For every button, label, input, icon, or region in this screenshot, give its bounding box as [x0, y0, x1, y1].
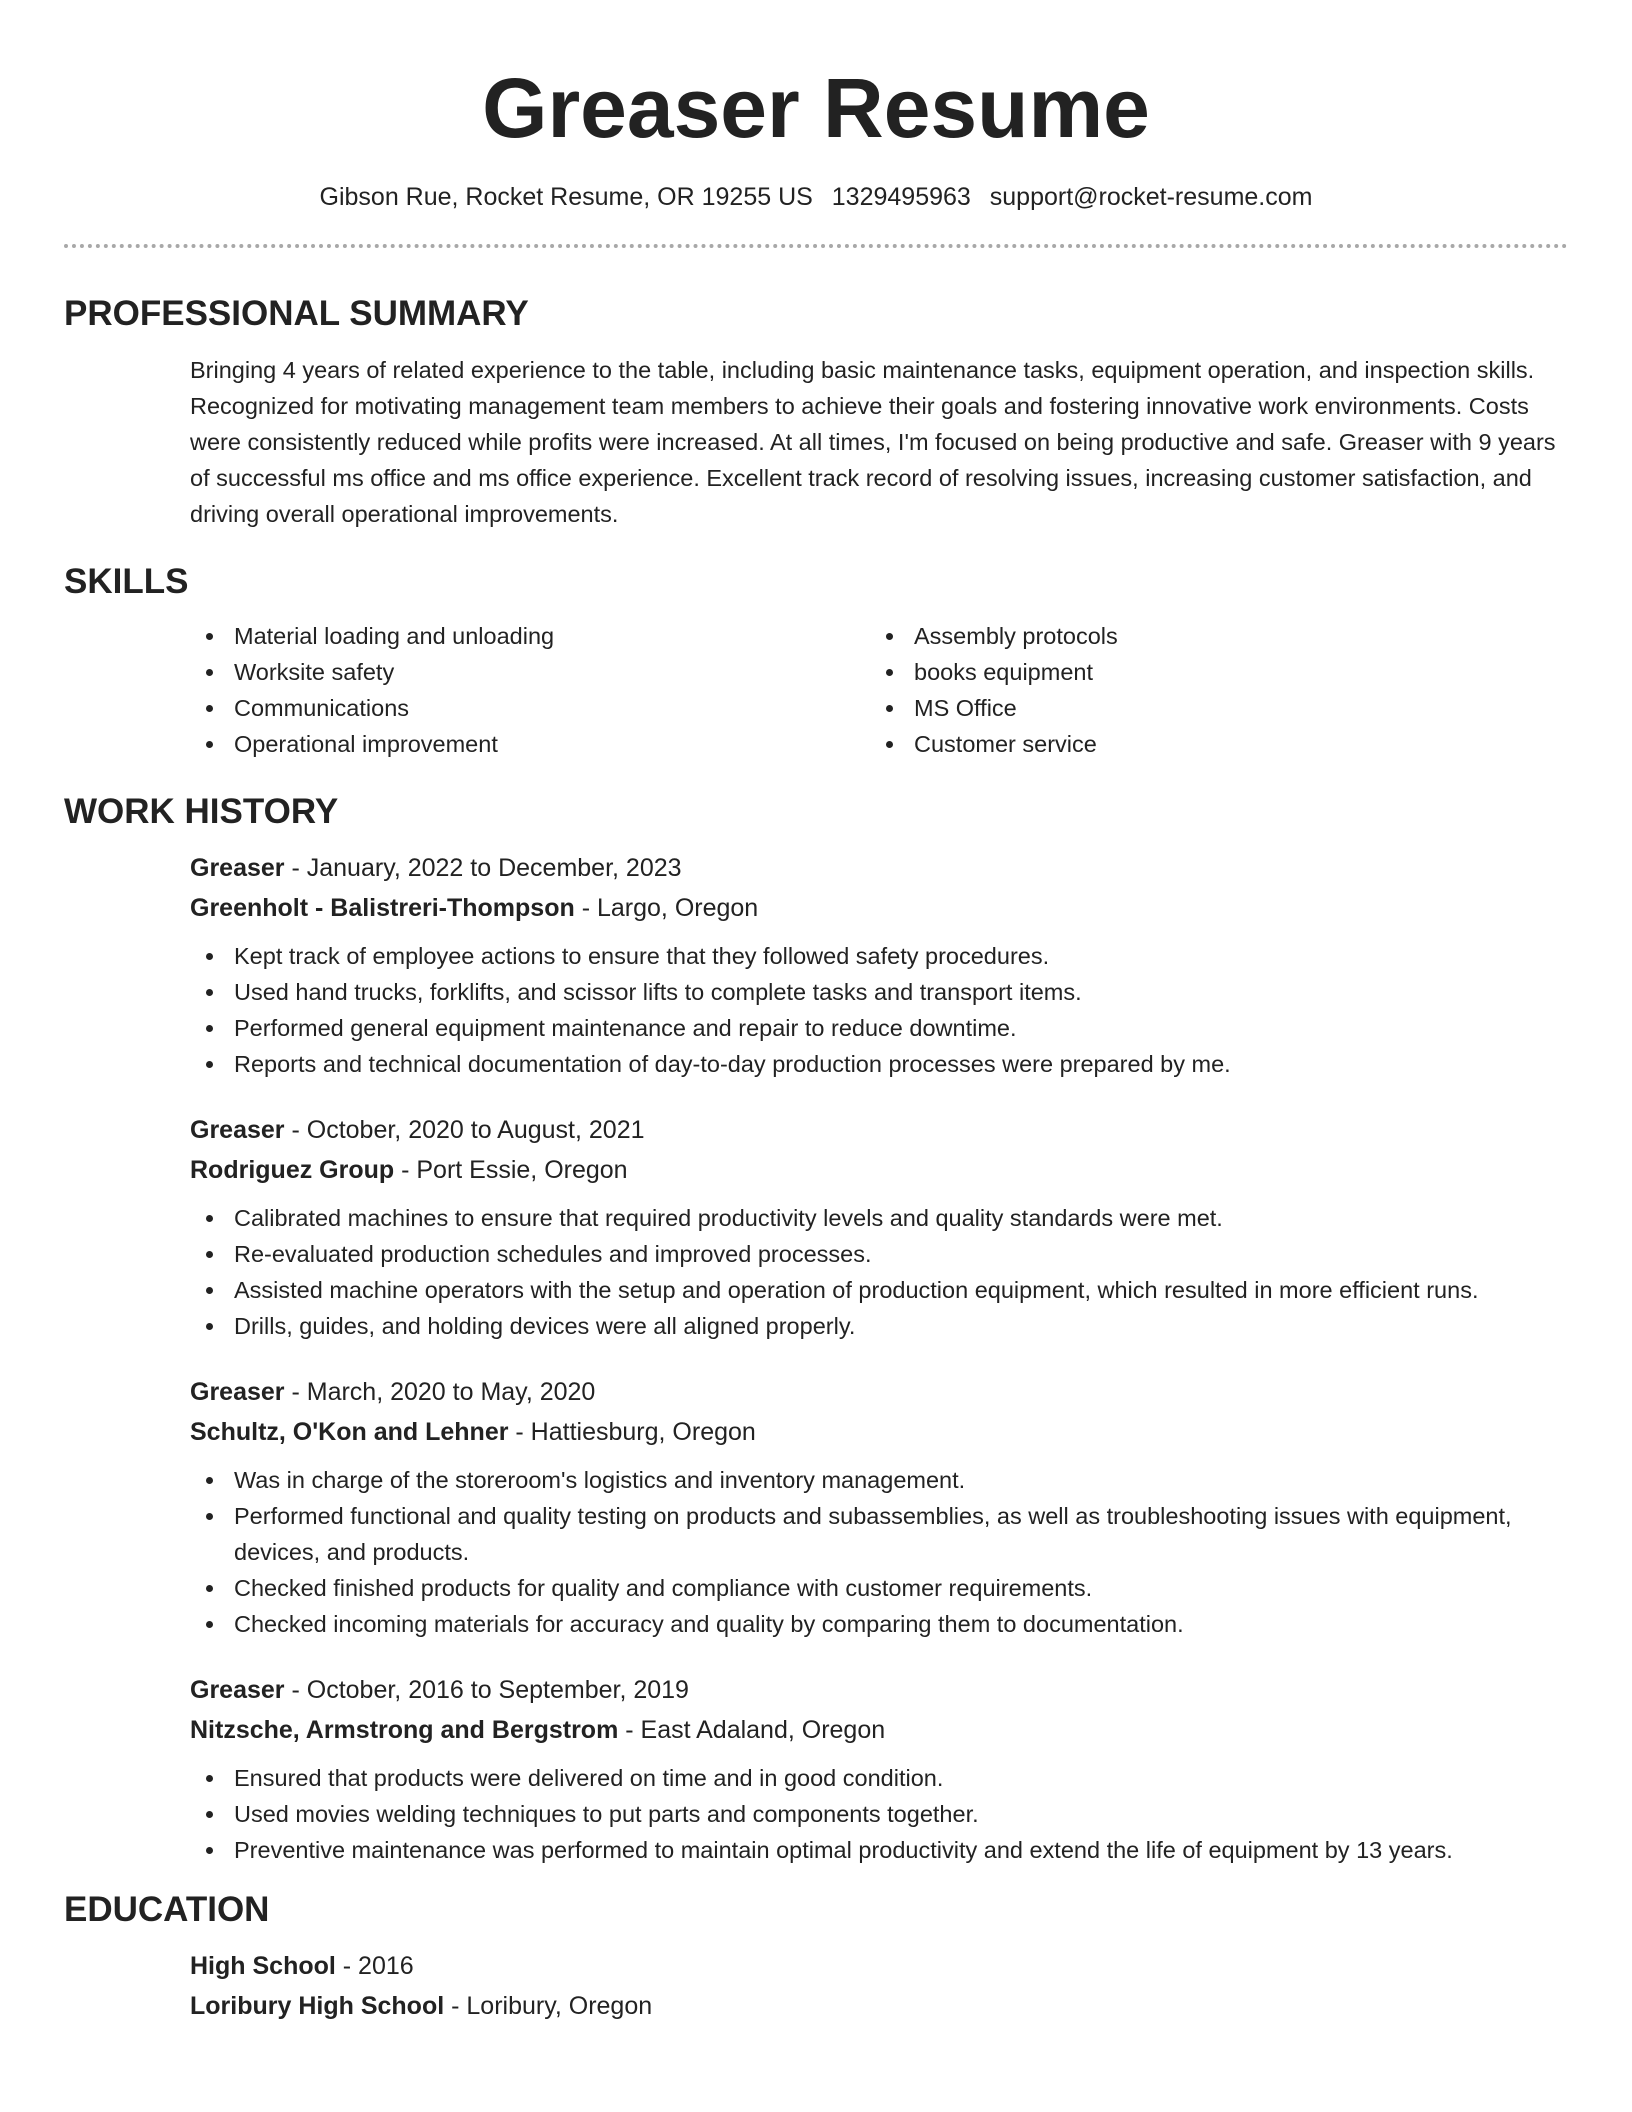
- skill-item: MS Office: [870, 690, 1550, 726]
- job-title-line: [190, 1372, 1568, 1412]
- skills-heading: SKILLS: [64, 562, 189, 601]
- job-bullet: Re-evaluated production schedules and improved processes.: [190, 1236, 1568, 1272]
- job-title: Greaser: [190, 1116, 285, 1144]
- job-company-line: [190, 1150, 1568, 1190]
- contact-address: Gibson Rue, Rocket Resume, OR 19255 US: [319, 183, 813, 211]
- education-school-line: [190, 1986, 1568, 2026]
- contact-line: [64, 180, 1568, 214]
- work-history-section: [190, 848, 1568, 1868]
- education-degree-line: [190, 1946, 1568, 1986]
- job-bullet: Preventive maintenance was performed to maintain optimal productivity and extend the life of equipment by 13 years.: [190, 1832, 1568, 1868]
- resume-name: Greaser Resume: [482, 61, 1150, 155]
- education-school: Loribury High School: [190, 1992, 445, 2020]
- job-title-line: [190, 848, 1568, 888]
- skill-item: Assembly protocols: [870, 618, 1550, 654]
- job-entry: [190, 848, 1568, 1082]
- education-location: - Loribury, Oregon: [444, 1992, 653, 2020]
- summary-heading: PROFESSIONAL SUMMARY: [64, 294, 529, 333]
- job-bullet: Used movies welding techniques to put parts and components together.: [190, 1796, 1568, 1832]
- job-location: - East Adaland, Oregon: [618, 1716, 886, 1744]
- job-title: Greaser: [190, 1676, 285, 1704]
- job-bullet: Checked incoming materials for accuracy and quality by comparing them to documentation.: [190, 1606, 1568, 1642]
- job-bullet: Drills, guides, and holding devices were all aligned properly.: [190, 1308, 1568, 1344]
- job-entry: [190, 1110, 1568, 1344]
- job-title-line: [190, 1110, 1568, 1150]
- job-title: Greaser: [190, 1378, 285, 1406]
- job-bullet: Performed general equipment maintenance and repair to reduce downtime.: [190, 1010, 1568, 1046]
- skill-item: Material loading and unloading: [190, 618, 870, 654]
- contact-phone: 1329495963: [831, 183, 971, 211]
- skills-column-right: [870, 618, 1550, 762]
- job-location: - Largo, Oregon: [574, 894, 759, 922]
- job-entry: [190, 1372, 1568, 1642]
- job-bullet: Reports and technical documentation of day-to-day production processes were prepared by me.: [190, 1046, 1568, 1082]
- job-location: - Port Essie, Oregon: [394, 1156, 628, 1184]
- work-history-heading: WORK HISTORY: [64, 792, 339, 831]
- job-title-line: [190, 1670, 1568, 1710]
- job-bullet: Ensured that products were delivered on time and in good condition.: [190, 1760, 1568, 1796]
- resume-page: [64, 0, 1568, 2026]
- education-year: - 2016: [335, 1952, 414, 1980]
- job-title: Greaser: [190, 854, 285, 882]
- skill-item: Worksite safety: [190, 654, 870, 690]
- job-bullet: Assisted machine operators with the setup and operation of production equipment, which resulted in more efficient runs.: [190, 1272, 1568, 1308]
- skill-item: Customer service: [870, 726, 1550, 762]
- job-company: Nitzsche, Armstrong and Bergstrom: [190, 1716, 619, 1744]
- education-heading: EDUCATION: [64, 1890, 270, 1929]
- job-company-line: [190, 1412, 1568, 1452]
- job-dates: - October, 2020 to August, 2021: [284, 1116, 645, 1144]
- job-entry: [190, 1670, 1568, 1868]
- job-company-line: [190, 1710, 1568, 1750]
- summary-text: Bringing 4 years of related experience to the table, including basic maintenance tasks, equipment operation, and inspection skills. Recognized for motivating management team members to achieve their goals and fostering innovative work environments. Costs were consistently reduced while profits were increased. At all times, I'm focused on being productive and safe. Greaser with 9 years of successful ms office and ms office experience. Excellent track record of resolving issues, increasing customer satisfaction, and driving overall operational improvements.: [190, 357, 1556, 527]
- job-company-line: [190, 888, 1568, 928]
- education-degree: High School: [190, 1952, 336, 1980]
- skill-item: Operational improvement: [190, 726, 870, 762]
- header-divider: [64, 244, 1568, 248]
- job-bullet: Kept track of employee actions to ensure that they followed safety procedures.: [190, 938, 1568, 974]
- job-company: Schultz, O'Kon and Lehner: [190, 1418, 509, 1446]
- skill-item: books equipment: [870, 654, 1550, 690]
- job-bullet: Performed functional and quality testing on products and subassemblies, as well as troubleshooting issues with equipment, devices, and products.: [190, 1498, 1568, 1570]
- job-location: - Hattiesburg, Oregon: [508, 1418, 756, 1446]
- job-bullet: Used hand trucks, forklifts, and scissor lifts to complete tasks and transport items.: [190, 974, 1568, 1010]
- skill-item: Communications: [190, 690, 870, 726]
- skills-column-left: [190, 618, 870, 762]
- job-bullet: Checked finished products for quality and compliance with customer requirements.: [190, 1570, 1568, 1606]
- job-dates: - March, 2020 to May, 2020: [284, 1378, 596, 1406]
- education-section: [190, 1946, 1568, 2026]
- skills-section: [190, 618, 1568, 762]
- job-dates: - October, 2016 to September, 2019: [284, 1676, 689, 1704]
- summary-section: [190, 352, 1568, 532]
- job-bullet: Was in charge of the storeroom's logistics and inventory management.: [190, 1462, 1568, 1498]
- job-dates: - January, 2022 to December, 2023: [284, 854, 682, 882]
- job-company: Greenholt - Balistreri-Thompson: [190, 894, 575, 922]
- job-bullet: Calibrated machines to ensure that required productivity levels and quality standards were met.: [190, 1200, 1568, 1236]
- contact-email: support@rocket-resume.com: [989, 183, 1313, 211]
- job-company: Rodriguez Group: [190, 1156, 395, 1184]
